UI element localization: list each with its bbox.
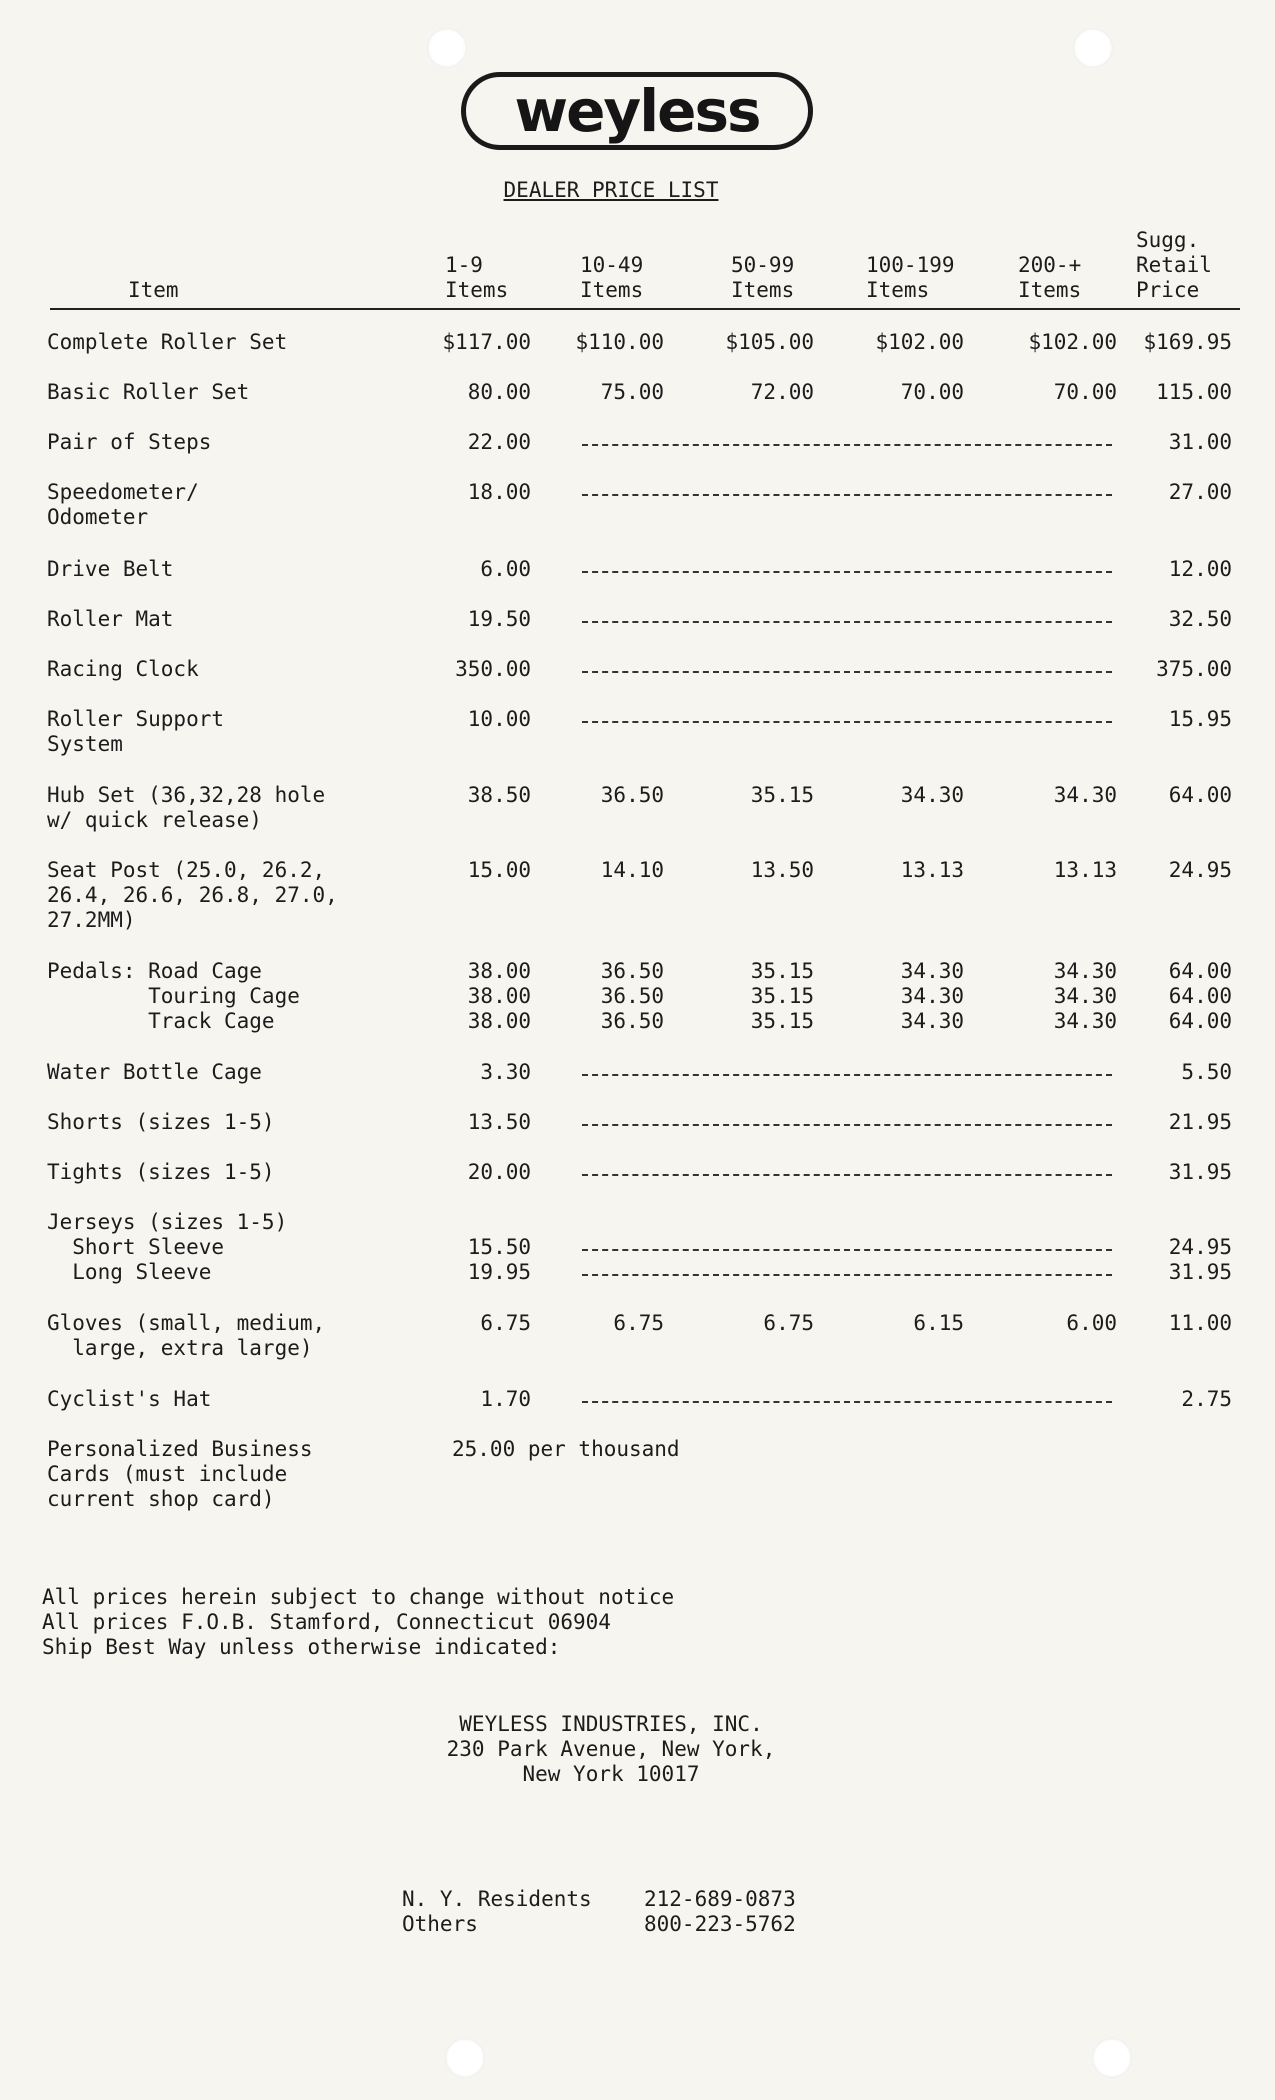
price-p5: 34.30 bbox=[1053, 1009, 1117, 1033]
price-note: 25.00 per thousand bbox=[452, 1437, 680, 1461]
dashed-line bbox=[582, 444, 1112, 446]
price-p1: 80.00 bbox=[467, 380, 531, 404]
item-name: Shorts (sizes 1-5) bbox=[47, 1110, 275, 1134]
item-name: w/ quick release) bbox=[47, 808, 262, 832]
item-name: Cards (must include bbox=[47, 1462, 288, 1486]
phone-number: 212-689-0873 bbox=[644, 1887, 796, 1911]
item-name: System bbox=[47, 732, 123, 756]
header-rule bbox=[50, 308, 1240, 310]
item-name: 26.4, 26.6, 26.8, 27.0, bbox=[47, 883, 338, 907]
price-p3: 35.15 bbox=[750, 984, 814, 1008]
col-header-retail: Retail bbox=[1136, 253, 1212, 277]
item-name: Complete Roller Set bbox=[47, 330, 288, 354]
dashed-line bbox=[582, 1124, 1112, 1126]
item-name: large, extra large) bbox=[47, 1336, 313, 1360]
price-p5: 34.30 bbox=[1053, 984, 1117, 1008]
price-retail: 15.95 bbox=[1168, 707, 1232, 731]
terms-line: All prices F.O.B. Stamford, Connecticut 06904 bbox=[42, 1610, 611, 1634]
terms-line: Ship Best Way unless otherwise indicated: bbox=[42, 1635, 561, 1659]
price-p1: 6.00 bbox=[480, 557, 531, 581]
col-header-q3: 50-99 bbox=[731, 253, 795, 277]
price-p5: $102.00 bbox=[1028, 330, 1117, 354]
item-name: 27.2MM) bbox=[47, 908, 136, 932]
col-header-q5: 200-+ bbox=[1018, 253, 1082, 277]
price-p1: 1.70 bbox=[480, 1387, 531, 1411]
price-p1: 19.95 bbox=[467, 1260, 531, 1284]
price-p3: 13.50 bbox=[750, 858, 814, 882]
price-retail: 24.95 bbox=[1168, 858, 1232, 882]
page-title: DEALER PRICE LIST bbox=[503, 178, 719, 202]
col-header-retail: Sugg. bbox=[1136, 228, 1200, 252]
price-p2: 75.00 bbox=[600, 380, 664, 404]
price-retail: 64.00 bbox=[1168, 1009, 1232, 1033]
price-p2: 36.50 bbox=[600, 783, 664, 807]
dashed-line bbox=[582, 1274, 1112, 1276]
company-line: WEYLESS INDUSTRIES, INC. bbox=[459, 1712, 763, 1736]
price-p1: $117.00 bbox=[442, 330, 531, 354]
col-header-q3: Items bbox=[731, 278, 795, 302]
price-p1: 22.00 bbox=[467, 430, 531, 454]
price-p3: 35.15 bbox=[750, 1009, 814, 1033]
price-p1: 3.30 bbox=[480, 1060, 531, 1084]
price-retail: 11.00 bbox=[1168, 1311, 1232, 1335]
price-p3: $105.00 bbox=[725, 330, 814, 354]
price-retail: 31.00 bbox=[1168, 430, 1232, 454]
dashed-line bbox=[582, 571, 1112, 573]
item-name: Water Bottle Cage bbox=[47, 1060, 262, 1084]
punch-hole bbox=[1073, 28, 1113, 68]
price-p4: 34.30 bbox=[900, 783, 964, 807]
company-line: 230 Park Avenue, New York, bbox=[446, 1737, 776, 1761]
dashed-line bbox=[582, 1074, 1112, 1076]
item-name: Personalized Business bbox=[47, 1437, 313, 1461]
item-name: Roller Support bbox=[47, 707, 225, 731]
item-name: Odometer bbox=[47, 505, 149, 529]
punch-hole bbox=[445, 2038, 485, 2078]
dashed-line bbox=[582, 621, 1112, 623]
company-line: New York 10017 bbox=[522, 1762, 700, 1786]
price-p1: 38.00 bbox=[467, 984, 531, 1008]
item-name: Roller Mat bbox=[47, 607, 174, 631]
item-name: Pedals: Road Cage bbox=[47, 959, 262, 983]
col-header-item: Item bbox=[128, 278, 179, 302]
price-p5: 6.00 bbox=[1066, 1311, 1117, 1335]
col-header-q1: 1-9 bbox=[445, 253, 483, 277]
price-p5: 70.00 bbox=[1053, 380, 1117, 404]
col-header-q5: Items bbox=[1018, 278, 1082, 302]
price-retail: 31.95 bbox=[1168, 1260, 1232, 1284]
price-p4: 6.15 bbox=[913, 1311, 964, 1335]
terms-block bbox=[42, 1585, 674, 1660]
price-p1: 350.00 bbox=[455, 657, 531, 681]
price-retail: 21.95 bbox=[1168, 1110, 1232, 1134]
price-p2: 36.50 bbox=[600, 959, 664, 983]
dashed-line bbox=[582, 721, 1112, 723]
price-p4: 70.00 bbox=[900, 380, 964, 404]
price-retail: 32.50 bbox=[1168, 607, 1232, 631]
dashed-line bbox=[582, 1401, 1112, 1403]
col-header-q4: Items bbox=[866, 278, 930, 302]
item-name: Track Cage bbox=[47, 1009, 275, 1033]
price-p2: $110.00 bbox=[575, 330, 664, 354]
item-name: Racing Clock bbox=[47, 657, 199, 681]
price-p1: 10.00 bbox=[467, 707, 531, 731]
price-p2: 36.50 bbox=[600, 984, 664, 1008]
price-p5: 34.30 bbox=[1053, 783, 1117, 807]
weyless-logo bbox=[461, 72, 813, 150]
item-name: Seat Post (25.0, 26.2, bbox=[47, 858, 326, 882]
item-name: Pair of Steps bbox=[47, 430, 212, 454]
item-name: Short Sleeve bbox=[47, 1235, 225, 1259]
phone-number: 800-223-5762 bbox=[644, 1912, 796, 1936]
price-p1: 20.00 bbox=[467, 1160, 531, 1184]
price-p4: 34.30 bbox=[900, 959, 964, 983]
col-header-retail: Price bbox=[1136, 278, 1200, 302]
price-retail: 24.95 bbox=[1168, 1235, 1232, 1259]
price-p4: 13.13 bbox=[900, 858, 964, 882]
col-header-q4: 100-199 bbox=[866, 253, 955, 277]
price-retail: 64.00 bbox=[1168, 783, 1232, 807]
price-retail: 115.00 bbox=[1156, 380, 1232, 404]
item-name: Speedometer/ bbox=[47, 480, 199, 504]
price-p1: 38.00 bbox=[467, 1009, 531, 1033]
price-retail: 64.00 bbox=[1168, 984, 1232, 1008]
item-name: Jerseys (sizes 1-5) bbox=[47, 1210, 288, 1234]
price-p4: 34.30 bbox=[900, 984, 964, 1008]
col-header-q2: Items bbox=[580, 278, 644, 302]
dashed-line bbox=[582, 1174, 1112, 1176]
dashed-line bbox=[582, 671, 1112, 673]
item-name: Cyclist's Hat bbox=[47, 1387, 212, 1411]
price-p3: 72.00 bbox=[750, 380, 814, 404]
price-p1: 19.50 bbox=[467, 607, 531, 631]
price-retail: 5.50 bbox=[1181, 1060, 1232, 1084]
company-address bbox=[0, 1712, 1222, 1787]
price-p3: 35.15 bbox=[750, 783, 814, 807]
item-name: Drive Belt bbox=[47, 557, 174, 581]
item-name: Basic Roller Set bbox=[47, 380, 250, 404]
col-header-q2: 10-49 bbox=[580, 253, 644, 277]
item-name: Tights (sizes 1-5) bbox=[47, 1160, 275, 1184]
item-name: Hub Set (36,32,28 hole bbox=[47, 783, 326, 807]
price-retail: $169.95 bbox=[1143, 330, 1232, 354]
price-p1: 38.00 bbox=[467, 959, 531, 983]
price-retail: 12.00 bbox=[1168, 557, 1232, 581]
price-p2: 6.75 bbox=[613, 1311, 664, 1335]
price-p1: 13.50 bbox=[467, 1110, 531, 1134]
price-p2: 36.50 bbox=[600, 1009, 664, 1033]
price-p1: 18.00 bbox=[467, 480, 531, 504]
punch-hole bbox=[1092, 2038, 1132, 2078]
price-p5: 34.30 bbox=[1053, 959, 1117, 983]
item-name: Touring Cage bbox=[47, 984, 300, 1008]
price-p4: 34.30 bbox=[900, 1009, 964, 1033]
price-p1: 15.50 bbox=[467, 1235, 531, 1259]
price-p1: 6.75 bbox=[480, 1311, 531, 1335]
price-p3: 35.15 bbox=[750, 959, 814, 983]
price-retail: 64.00 bbox=[1168, 959, 1232, 983]
price-p4: $102.00 bbox=[875, 330, 964, 354]
price-retail: 27.00 bbox=[1168, 480, 1232, 504]
item-name: current shop card) bbox=[47, 1487, 275, 1511]
price-retail: 375.00 bbox=[1156, 657, 1232, 681]
logo-text: weyless bbox=[514, 77, 760, 145]
price-retail: 31.95 bbox=[1168, 1160, 1232, 1184]
phone-label: Others bbox=[402, 1912, 478, 1936]
dashed-line bbox=[582, 494, 1112, 496]
price-p1: 38.50 bbox=[467, 783, 531, 807]
price-p5: 13.13 bbox=[1053, 858, 1117, 882]
dashed-line bbox=[582, 1249, 1112, 1251]
price-p3: 6.75 bbox=[763, 1311, 814, 1335]
col-header-q1: Items bbox=[445, 278, 509, 302]
price-retail: 2.75 bbox=[1181, 1387, 1232, 1411]
punch-hole bbox=[427, 28, 467, 68]
item-name: Gloves (small, medium, bbox=[47, 1311, 326, 1335]
phone-label: N. Y. Residents bbox=[402, 1887, 592, 1911]
price-p2: 14.10 bbox=[600, 858, 664, 882]
terms-line: All prices herein subject to change without notice bbox=[42, 1585, 675, 1609]
item-name: Long Sleeve bbox=[47, 1260, 212, 1284]
price-p1: 15.00 bbox=[467, 858, 531, 882]
